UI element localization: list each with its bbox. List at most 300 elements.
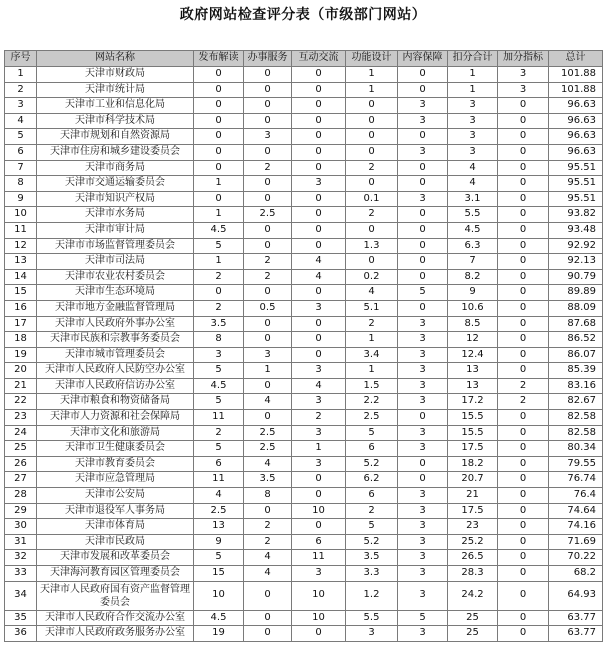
cell-index: 32 xyxy=(5,550,37,566)
cell-site-name: 天津市工业和信息化局 xyxy=(37,98,194,114)
cell-content-guarantee: 0 xyxy=(398,222,448,238)
header-deduction-total: 扣分合计 xyxy=(448,51,498,67)
cell-content-guarantee: 0 xyxy=(398,472,448,488)
cell-bonus: 0 xyxy=(498,238,549,254)
cell-publish-interpret: 4.5 xyxy=(194,222,244,238)
cell-total: 92.13 xyxy=(549,254,603,270)
cell-function-design: 2.2 xyxy=(346,394,398,410)
table-row xyxy=(5,191,603,207)
cell-index: 14 xyxy=(5,269,37,285)
cell-function-design: 6 xyxy=(346,488,398,504)
header-content-guarantee: 内容保障 xyxy=(398,51,448,67)
cell-site-name: 天津市民政局 xyxy=(37,534,194,550)
cell-site-name: 天津市粮食和物资储备局 xyxy=(37,394,194,410)
cell-deduction-total: 28.3 xyxy=(448,566,498,582)
cell-content-guarantee: 0 xyxy=(398,160,448,176)
cell-total: 96.63 xyxy=(549,129,603,145)
table-row xyxy=(5,300,603,316)
cell-service: 4 xyxy=(244,456,292,472)
cell-total: 68.2 xyxy=(549,566,603,582)
cell-function-design: 3.3 xyxy=(346,566,398,582)
table-row xyxy=(5,347,603,363)
cell-index: 21 xyxy=(5,378,37,394)
cell-function-design: 2 xyxy=(346,503,398,519)
cell-deduction-total: 1 xyxy=(448,82,498,98)
cell-index: 20 xyxy=(5,363,37,379)
cell-interaction: 0 xyxy=(292,238,346,254)
cell-deduction-total: 21 xyxy=(448,488,498,504)
cell-content-guarantee: 3 xyxy=(398,550,448,566)
cell-function-design: 1 xyxy=(346,82,398,98)
cell-deduction-total: 4 xyxy=(448,160,498,176)
cell-total: 80.34 xyxy=(549,441,603,457)
cell-publish-interpret: 0 xyxy=(194,98,244,114)
cell-index: 31 xyxy=(5,534,37,550)
cell-index: 22 xyxy=(5,394,37,410)
cell-bonus: 0 xyxy=(498,207,549,223)
cell-interaction: 0 xyxy=(292,222,346,238)
cell-publish-interpret: 4 xyxy=(194,488,244,504)
cell-total: 95.51 xyxy=(549,160,603,176)
cell-total: 93.82 xyxy=(549,207,603,223)
cell-interaction: 0 xyxy=(292,98,346,114)
cell-deduction-total: 18.2 xyxy=(448,456,498,472)
cell-total: 64.93 xyxy=(549,581,603,610)
cell-bonus: 0 xyxy=(498,519,549,535)
cell-bonus: 0 xyxy=(498,566,549,582)
cell-bonus: 0 xyxy=(498,363,549,379)
cell-site-name: 天津市应急管理局 xyxy=(37,472,194,488)
cell-service: 2 xyxy=(244,269,292,285)
cell-total: 90.79 xyxy=(549,269,603,285)
cell-service: 0 xyxy=(244,626,292,642)
cell-content-guarantee: 5 xyxy=(398,285,448,301)
cell-bonus: 3 xyxy=(498,82,549,98)
cell-interaction: 0 xyxy=(292,626,346,642)
cell-deduction-total: 4.5 xyxy=(448,222,498,238)
table-body xyxy=(5,67,603,642)
table-row xyxy=(5,207,603,223)
cell-site-name: 天津市人民政府外事办公室 xyxy=(37,316,194,332)
header-publish-interpret: 发布解读 xyxy=(194,51,244,67)
cell-index: 12 xyxy=(5,238,37,254)
cell-deduction-total: 7 xyxy=(448,254,498,270)
cell-service: 2 xyxy=(244,160,292,176)
table-row xyxy=(5,566,603,582)
cell-publish-interpret: 2 xyxy=(194,269,244,285)
cell-total: 96.63 xyxy=(549,113,603,129)
cell-content-guarantee: 3 xyxy=(398,332,448,348)
cell-bonus: 0 xyxy=(498,425,549,441)
header-bonus: 加分指标 xyxy=(498,51,549,67)
cell-publish-interpret: 3.5 xyxy=(194,316,244,332)
cell-publish-interpret: 5 xyxy=(194,238,244,254)
cell-site-name: 天津市地方金融监督管理局 xyxy=(37,300,194,316)
cell-bonus: 0 xyxy=(498,191,549,207)
cell-site-name: 天津市财政局 xyxy=(37,67,194,83)
cell-publish-interpret: 0 xyxy=(194,191,244,207)
cell-deduction-total: 24.2 xyxy=(448,581,498,610)
table-row xyxy=(5,472,603,488)
cell-function-design: 0 xyxy=(346,129,398,145)
cell-bonus: 0 xyxy=(498,550,549,566)
cell-function-design: 0 xyxy=(346,176,398,192)
table-row xyxy=(5,160,603,176)
cell-function-design: 2 xyxy=(346,316,398,332)
cell-function-design: 6 xyxy=(346,441,398,457)
cell-bonus: 0 xyxy=(498,269,549,285)
cell-deduction-total: 25 xyxy=(448,610,498,626)
cell-publish-interpret: 6 xyxy=(194,456,244,472)
cell-total: 87.68 xyxy=(549,316,603,332)
cell-deduction-total: 12.4 xyxy=(448,347,498,363)
cell-index: 13 xyxy=(5,254,37,270)
cell-content-guarantee: 0 xyxy=(398,176,448,192)
table-row xyxy=(5,82,603,98)
cell-interaction: 0 xyxy=(292,129,346,145)
cell-service: 4 xyxy=(244,550,292,566)
cell-interaction: 10 xyxy=(292,610,346,626)
cell-service: 0 xyxy=(244,378,292,394)
table-row xyxy=(5,610,603,626)
header-total: 总计 xyxy=(549,51,603,67)
table-row xyxy=(5,534,603,550)
cell-content-guarantee: 0 xyxy=(398,82,448,98)
cell-index: 35 xyxy=(5,610,37,626)
cell-function-design: 0 xyxy=(346,113,398,129)
cell-interaction: 0 xyxy=(292,316,346,332)
cell-index: 9 xyxy=(5,191,37,207)
cell-service: 0.5 xyxy=(244,300,292,316)
cell-publish-interpret: 3 xyxy=(194,347,244,363)
cell-service: 2 xyxy=(244,534,292,550)
cell-content-guarantee: 5 xyxy=(398,610,448,626)
cell-bonus: 0 xyxy=(498,332,549,348)
cell-site-name: 天津市文化和旅游局 xyxy=(37,425,194,441)
cell-interaction: 0 xyxy=(292,285,346,301)
cell-total: 95.51 xyxy=(549,191,603,207)
cell-bonus: 2 xyxy=(498,394,549,410)
cell-bonus: 0 xyxy=(498,176,549,192)
table-row xyxy=(5,456,603,472)
cell-content-guarantee: 0 xyxy=(398,129,448,145)
cell-function-design: 2.5 xyxy=(346,410,398,426)
cell-bonus: 0 xyxy=(498,285,549,301)
cell-function-design: 0.1 xyxy=(346,191,398,207)
cell-site-name: 天津市人力资源和社会保障局 xyxy=(37,410,194,426)
cell-index: 29 xyxy=(5,503,37,519)
table-row xyxy=(5,67,603,83)
cell-bonus: 0 xyxy=(498,626,549,642)
cell-index: 34 xyxy=(5,581,37,610)
cell-service: 0 xyxy=(244,316,292,332)
cell-total: 82.58 xyxy=(549,425,603,441)
cell-bonus: 0 xyxy=(498,534,549,550)
cell-interaction: 0 xyxy=(292,332,346,348)
cell-function-design: 5 xyxy=(346,519,398,535)
cell-interaction: 0 xyxy=(292,191,346,207)
cell-deduction-total: 20.7 xyxy=(448,472,498,488)
table-row xyxy=(5,488,603,504)
header-index: 序号 xyxy=(5,51,37,67)
cell-index: 5 xyxy=(5,129,37,145)
cell-bonus: 0 xyxy=(498,98,549,114)
table-row xyxy=(5,222,603,238)
cell-function-design: 1.3 xyxy=(346,238,398,254)
cell-service: 0 xyxy=(244,176,292,192)
cell-service: 0 xyxy=(244,67,292,83)
cell-interaction: 4 xyxy=(292,269,346,285)
cell-total: 101.88 xyxy=(549,67,603,83)
cell-interaction: 0 xyxy=(292,488,346,504)
cell-site-name: 天津市生态环境局 xyxy=(37,285,194,301)
cell-service: 0 xyxy=(244,285,292,301)
header-interaction: 互动交流 xyxy=(292,51,346,67)
cell-function-design: 0 xyxy=(346,98,398,114)
cell-index: 15 xyxy=(5,285,37,301)
cell-content-guarantee: 0 xyxy=(398,300,448,316)
cell-function-design: 5 xyxy=(346,425,398,441)
cell-deduction-total: 3 xyxy=(448,144,498,160)
table-row xyxy=(5,503,603,519)
cell-total: 82.58 xyxy=(549,410,603,426)
table-row xyxy=(5,441,603,457)
table-row xyxy=(5,394,603,410)
cell-function-design: 5.5 xyxy=(346,610,398,626)
cell-total: 101.88 xyxy=(549,82,603,98)
cell-function-design: 1.2 xyxy=(346,581,398,610)
cell-deduction-total: 3 xyxy=(448,113,498,129)
cell-publish-interpret: 0 xyxy=(194,144,244,160)
cell-site-name: 天津市住房和城乡建设委员会 xyxy=(37,144,194,160)
cell-content-guarantee: 0 xyxy=(398,207,448,223)
cell-publish-interpret: 0 xyxy=(194,67,244,83)
table-row xyxy=(5,316,603,332)
cell-site-name: 天津市人民政府国有资产监督管理委员会 xyxy=(37,581,194,610)
cell-interaction: 4 xyxy=(292,254,346,270)
cell-publish-interpret: 1 xyxy=(194,207,244,223)
cell-deduction-total: 25 xyxy=(448,626,498,642)
cell-function-design: 1 xyxy=(346,332,398,348)
table-row xyxy=(5,176,603,192)
cell-interaction: 0 xyxy=(292,67,346,83)
cell-content-guarantee: 3 xyxy=(398,425,448,441)
cell-total: 82.67 xyxy=(549,394,603,410)
cell-site-name: 天津市统计局 xyxy=(37,82,194,98)
cell-total: 74.16 xyxy=(549,519,603,535)
cell-total: 88.09 xyxy=(549,300,603,316)
cell-bonus: 2 xyxy=(498,378,549,394)
cell-function-design: 0 xyxy=(346,254,398,270)
cell-deduction-total: 12 xyxy=(448,332,498,348)
cell-interaction: 3 xyxy=(292,300,346,316)
cell-content-guarantee: 0 xyxy=(398,254,448,270)
cell-bonus: 0 xyxy=(498,581,549,610)
cell-function-design: 3.4 xyxy=(346,347,398,363)
cell-service: 1 xyxy=(244,363,292,379)
cell-site-name: 天津海河教育园区管理委员会 xyxy=(37,566,194,582)
cell-total: 63.77 xyxy=(549,610,603,626)
cell-site-name: 天津市退役军人事务局 xyxy=(37,503,194,519)
cell-interaction: 4 xyxy=(292,378,346,394)
cell-publish-interpret: 19 xyxy=(194,626,244,642)
cell-index: 1 xyxy=(5,67,37,83)
cell-service: 0 xyxy=(244,332,292,348)
cell-bonus: 0 xyxy=(498,144,549,160)
cell-interaction: 10 xyxy=(292,581,346,610)
cell-function-design: 1 xyxy=(346,67,398,83)
cell-content-guarantee: 0 xyxy=(398,456,448,472)
cell-deduction-total: 26.5 xyxy=(448,550,498,566)
header-function-design: 功能设计 xyxy=(346,51,398,67)
cell-content-guarantee: 3 xyxy=(398,378,448,394)
cell-bonus: 0 xyxy=(498,300,549,316)
cell-deduction-total: 15.5 xyxy=(448,425,498,441)
cell-interaction: 0 xyxy=(292,113,346,129)
cell-service: 0 xyxy=(244,82,292,98)
cell-content-guarantee: 3 xyxy=(398,394,448,410)
cell-deduction-total: 8.2 xyxy=(448,269,498,285)
cell-index: 16 xyxy=(5,300,37,316)
cell-service: 2 xyxy=(244,254,292,270)
cell-service: 2.5 xyxy=(244,441,292,457)
cell-site-name: 天津市科学技术局 xyxy=(37,113,194,129)
cell-deduction-total: 3 xyxy=(448,98,498,114)
cell-deduction-total: 13 xyxy=(448,363,498,379)
cell-index: 26 xyxy=(5,456,37,472)
cell-bonus: 0 xyxy=(498,488,549,504)
cell-interaction: 0 xyxy=(292,472,346,488)
cell-total: 92.92 xyxy=(549,238,603,254)
cell-function-design: 1 xyxy=(346,363,398,379)
cell-interaction: 3 xyxy=(292,425,346,441)
cell-content-guarantee: 0 xyxy=(398,410,448,426)
cell-content-guarantee: 3 xyxy=(398,534,448,550)
cell-function-design: 5.2 xyxy=(346,534,398,550)
cell-publish-interpret: 0 xyxy=(194,285,244,301)
cell-index: 6 xyxy=(5,144,37,160)
cell-content-guarantee: 3 xyxy=(398,191,448,207)
cell-total: 86.07 xyxy=(549,347,603,363)
cell-service: 0 xyxy=(244,98,292,114)
cell-bonus: 0 xyxy=(498,254,549,270)
cell-service: 0 xyxy=(244,610,292,626)
cell-index: 36 xyxy=(5,626,37,642)
cell-publish-interpret: 5 xyxy=(194,441,244,457)
cell-deduction-total: 13 xyxy=(448,378,498,394)
cell-index: 7 xyxy=(5,160,37,176)
cell-content-guarantee: 3 xyxy=(398,316,448,332)
cell-interaction: 10 xyxy=(292,503,346,519)
cell-interaction: 6 xyxy=(292,534,346,550)
header-service: 办事服务 xyxy=(244,51,292,67)
cell-function-design: 0.2 xyxy=(346,269,398,285)
cell-total: 85.39 xyxy=(549,363,603,379)
cell-deduction-total: 9 xyxy=(448,285,498,301)
cell-publish-interpret: 0 xyxy=(194,82,244,98)
cell-content-guarantee: 3 xyxy=(398,113,448,129)
cell-content-guarantee: 3 xyxy=(398,363,448,379)
cell-interaction: 3 xyxy=(292,566,346,582)
cell-publish-interpret: 5 xyxy=(194,363,244,379)
cell-service: 2.5 xyxy=(244,207,292,223)
cell-total: 93.48 xyxy=(549,222,603,238)
cell-index: 18 xyxy=(5,332,37,348)
cell-interaction: 0 xyxy=(292,82,346,98)
cell-publish-interpret: 11 xyxy=(194,472,244,488)
cell-publish-interpret: 5 xyxy=(194,550,244,566)
cell-service: 4 xyxy=(244,566,292,582)
cell-site-name: 天津市体育局 xyxy=(37,519,194,535)
cell-interaction: 3 xyxy=(292,363,346,379)
cell-site-name: 天津市人民政府合作交流办公室 xyxy=(37,610,194,626)
cell-deduction-total: 6.3 xyxy=(448,238,498,254)
cell-interaction: 3 xyxy=(292,176,346,192)
cell-total: 96.63 xyxy=(549,98,603,114)
table-row xyxy=(5,238,603,254)
cell-function-design: 5.2 xyxy=(346,456,398,472)
table-row xyxy=(5,332,603,348)
cell-service: 0 xyxy=(244,144,292,160)
cell-service: 0 xyxy=(244,410,292,426)
cell-publish-interpret: 4.5 xyxy=(194,378,244,394)
cell-site-name: 天津市交通运输委员会 xyxy=(37,176,194,192)
cell-publish-interpret: 0 xyxy=(194,113,244,129)
cell-interaction: 2 xyxy=(292,410,346,426)
cell-function-design: 3 xyxy=(346,626,398,642)
cell-site-name: 天津市水务局 xyxy=(37,207,194,223)
cell-deduction-total: 4 xyxy=(448,176,498,192)
cell-interaction: 3 xyxy=(292,394,346,410)
cell-total: 63.77 xyxy=(549,626,603,642)
cell-interaction: 0 xyxy=(292,207,346,223)
cell-site-name: 天津市市场监督管理委员会 xyxy=(37,238,194,254)
cell-service: 3.5 xyxy=(244,472,292,488)
cell-publish-interpret: 2 xyxy=(194,300,244,316)
cell-service: 8 xyxy=(244,488,292,504)
cell-content-guarantee: 3 xyxy=(398,626,448,642)
cell-content-guarantee: 3 xyxy=(398,98,448,114)
cell-function-design: 1.5 xyxy=(346,378,398,394)
cell-bonus: 0 xyxy=(498,610,549,626)
cell-bonus: 0 xyxy=(498,129,549,145)
cell-content-guarantee: 3 xyxy=(398,488,448,504)
cell-content-guarantee: 3 xyxy=(398,441,448,457)
cell-index: 17 xyxy=(5,316,37,332)
cell-deduction-total: 10.6 xyxy=(448,300,498,316)
cell-function-design: 2 xyxy=(346,160,398,176)
cell-deduction-total: 3 xyxy=(448,129,498,145)
cell-service: 0 xyxy=(244,191,292,207)
cell-site-name: 天津市民族和宗教事务委员会 xyxy=(37,332,194,348)
cell-deduction-total: 5.5 xyxy=(448,207,498,223)
cell-total: 71.69 xyxy=(549,534,603,550)
table-row xyxy=(5,144,603,160)
cell-function-design: 3.5 xyxy=(346,550,398,566)
cell-content-guarantee: 3 xyxy=(398,519,448,535)
cell-function-design: 2 xyxy=(346,207,398,223)
cell-bonus: 0 xyxy=(498,410,549,426)
table-row xyxy=(5,550,603,566)
cell-service: 0 xyxy=(244,581,292,610)
cell-site-name: 天津市规划和自然资源局 xyxy=(37,129,194,145)
cell-index: 27 xyxy=(5,472,37,488)
cell-interaction: 11 xyxy=(292,550,346,566)
cell-publish-interpret: 13 xyxy=(194,519,244,535)
cell-service: 4 xyxy=(244,394,292,410)
cell-content-guarantee: 0 xyxy=(398,269,448,285)
cell-interaction: 0 xyxy=(292,347,346,363)
